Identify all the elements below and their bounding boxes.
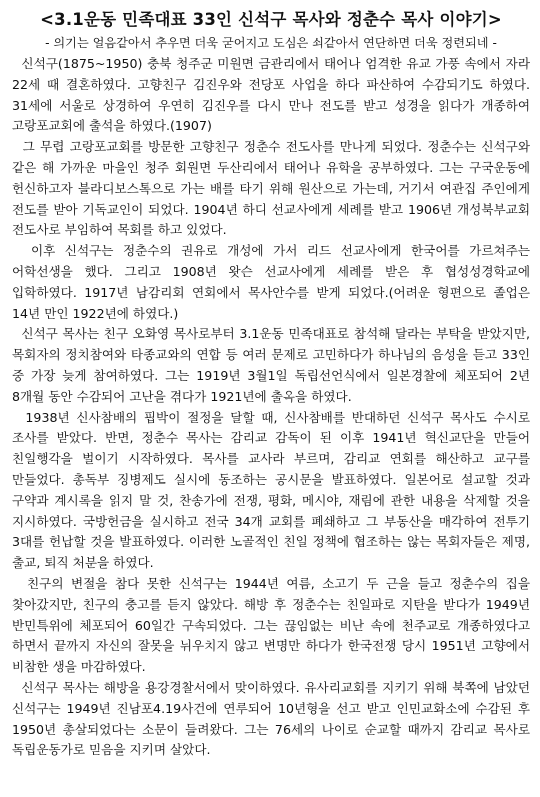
paragraph-2: 그 무렵 고랑포교회를 방문한 고향친구 정춘수 전도사를 만나게 되었다. 정춘수는 신석구와 같은 해 가까운 마을인 청주 회원면 두산리에서 태어나 유학을 공부하였다. 그는 구국운동에 헌신하고자 블라디보스톡으로 가는 배를 타기 위해 원산으로 가는데, 거기서 여관집 주인에게 전도를 받아 기독교인이 되었다. 1904년 하디 선교사에게 세례를 받고 1906년 개성북부교회 전도사로 부임하여 목회를 하고 있었다.	[12, 139, 535, 238]
paragraph-4: 신석구 목사는 친구 오화영 목사로부터 3.1운동 민족대표로 참석해 달라는 부탁을 받았지만, 목회자의 정치참여와 타종교와의 연합 등 여러 문제로 고민하다가 하나님의 음성을 듣고 33인 중 가장 늦게 참여하였다. 그는 1919년 3월1일 독립선언식에서 일본경찰에 체포되어 2년 8개월 동안 수감되어 고난을 겪다가 1921년에 출옥을 하였다.	[12, 326, 535, 404]
paragraph-1: 신석구(1875~1950) 충북 청주군 미원면 금관리에서 태어나 엄격한 유교 가풍 속에서 자라 22세 때 결혼하였다. 고향친구 김진우와 전당포 사업을 하다 파산하여 수감되기도 하였다. 31세에 서울로 상경하여 우연히 김진우를 다시 만나 전도를 받고 성경을 읽다가 개종하여 고랑포교회에 출석을 하였다.(1907)	[12, 56, 535, 134]
document-subtitle: - 의기는 얼음같아서 추우면 더욱 굳어지고 도심은 쇠같아서 연단하면 더욱 정련되네 -	[45, 36, 497, 50]
paragraph-7: 신석구 목사는 해방을 용강경찰서에서 맞이하였다. 유사리교회를 지키기 위해 북쪽에 남았던 신석구는 1949년 진남포4.19사건에 연루되어 10년형을 선고 받고 인민교화소에 수감된 후 1950년 총살되었다는 소문이 들려왔다. 그는 76세의 나이로 순교할 때까지 감리교 목사로 독립운동가로 믿음을 지키며 살았다.	[12, 679, 535, 758]
paragraph-3: 이후 신석구는 정춘수의 권유로 개성에 가서 리드 선교사에게 한국어를 가르쳐주는 어학선생을 했다. 그리고 1908년 왓슨 선교사에게 세례를 받은 후 협성성경학교에 입학하였다. 1917년 남감리회 연회에서 목사안수를 받게 되었다.(어려운 형편으로 졸업은 14년 만인 1922년에 하였다.)	[12, 243, 535, 321]
paragraph-6: 친구의 변절을 참다 못한 신석구는 1944년 여름, 소고기 두 근을 들고 정춘수의 집을 찾아갔지만, 친구의 충고를 듣지 않았다. 해방 후 정춘수는 친일파로 지탄을 받다가 1949년 반민특위에 체포되어 60일간 구속되었다. 그는 끊임없는 비난 속에 천주교로 개종하였다고 하면서 끝까지 자신의 잘못을 뉘우치지 않고 변명만 하다가 한국전쟁 당시 1951년 고향에서 비참한 생을 마감하였다.	[12, 575, 535, 675]
document-title: <3.1운동 민족대표 33인 신석구 목사와 정춘수 목사 이야기>	[40, 10, 502, 29]
paragraph-5: 1938년 신사참배의 핍박이 절정을 달할 때, 신사참배를 반대하던 신석구 목사도 수시로 조사를 받았다. 반면, 정춘수 목사는 감리교 감독이 된 이후 1941년 혁신교단을 만들어 친일행각을 벌이기 시작하였다. 목사를 교사라 부르며, 감리교 연회를 해산하고 교구를 만들었다. 총독부 징병제도 실시에 동조하는 공시문을 발표하였다. 일본어로 설교할 것과 구약과 계시록을 읽지 말 것, 찬송가에 전쟁, 평화, 메시야, 재림에 관한 내용을 삭제할 것을 지시하였다. 국방헌금을 실시하고 전국 34개 교회를 폐쇄하고 그 부동산을 매각하여 전투기 3대를 헌납할 것을 발표하였다. 이러한 노골적인 친일 정책에 협조하는 않는 목회자들은 제명, 출교, 퇴직 처분을 하였다.	[12, 409, 535, 571]
